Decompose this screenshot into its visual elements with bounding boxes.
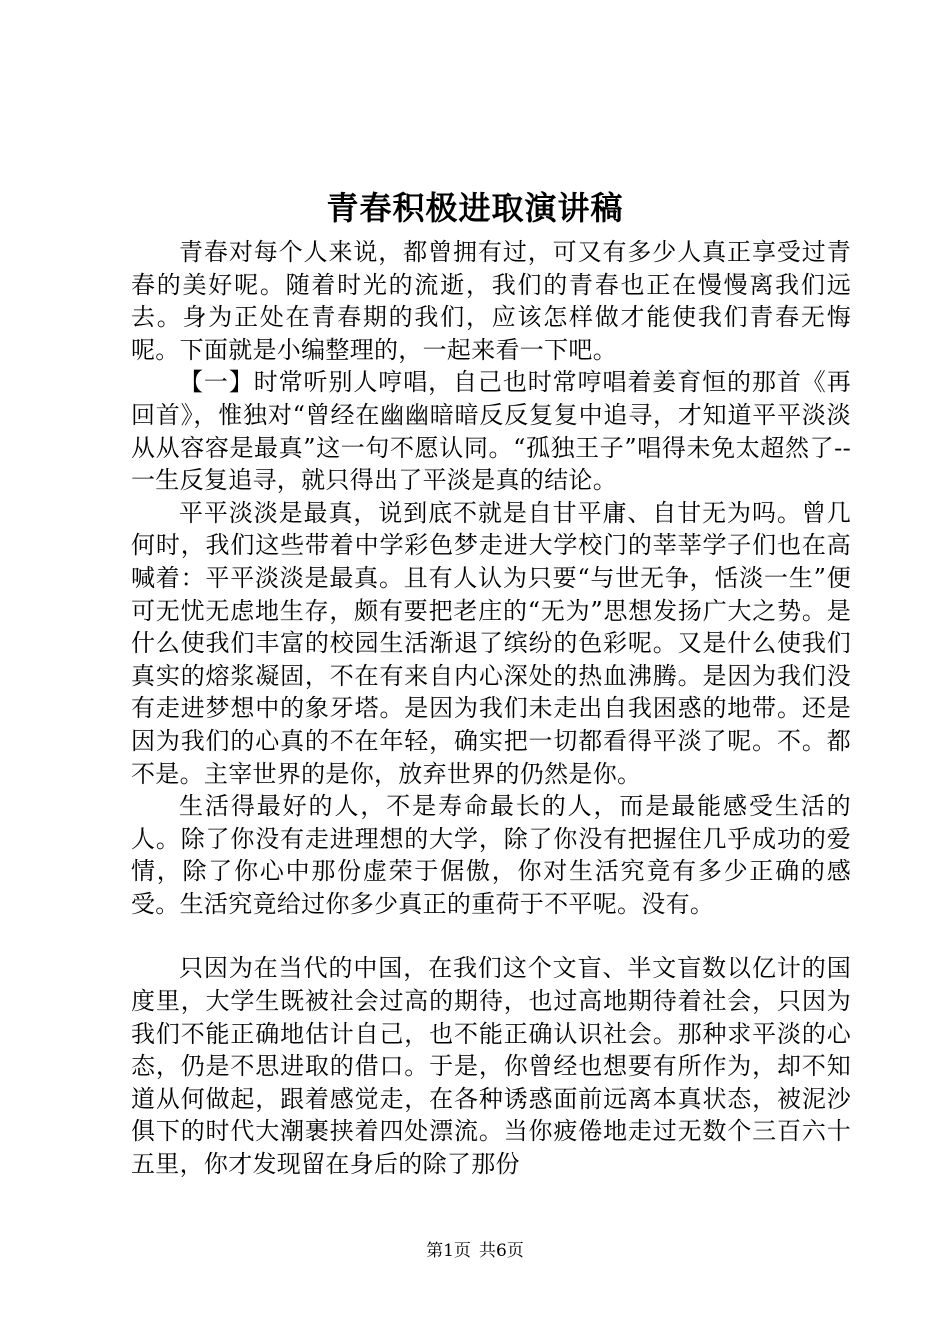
page-footer [0,1240,950,1262]
page-total: 共6页 [479,1241,524,1261]
paragraph-section-one: 【一】时常听别人哼唱，自己也时常哼唱着姜育恒的那首《再回首》，惟独对“曾经在幽幽暗暗反反复复中追寻，才知道平平淡淡从从容容是最真”这一句不愿认同。“孤独王子”唱得未免太超然了--一生反复追寻，就只得出了平淡是真的结论。 [131,368,851,495]
document-title: 青春积极进取演讲稿 [326,189,624,227]
paragraph-best-life: 生活得最好的人，不是寿命最长的人，而是最能感受生活的人。除了你没有走进理想的大学，除了你没有把握住几乎成功的爱情，除了你心中那份虚荣于倨傲，你对生活究竟有多少正确的感受。生活究竟给过你多少真正的重荷于不平呢。没有。 [131,792,851,918]
paragraph-intro: 青春对每个人来说，都曾拥有过，可又有多少人真正享受过青春的美好呢。随着时光的流逝，我们的青春也正在慢慢离我们远去。身为正处在青春期的我们，应该怎样做才能使我们青春无悔呢。下面就是小编整理的，一起来看一下吧。 [131,238,851,364]
page-number: 第1页 [426,1241,471,1261]
document-body [131,236,851,1181]
paragraph-plain-is-true: 平平淡淡是最真，说到底不就是自甘平庸、自甘无为吗。曾几何时，我们这些带着中学彩色梦走进大学校门的莘莘学子们也在高喊着：平平淡淡是最真。且有人认为只要“与世无争，恬淡一生”便可无忧无虑地生存，颇有要把老庄的“无为”思想发扬广大之势。是什么使我们丰富的校园生活渐退了缤纷的色彩呢。又是什么使我们真实的熔浆凝固，不在有来自内心深处的热血沸腾。是因为我们没有走进梦想中的象牙塔。是因为我们未走出自我困惑的地带。还是因为我们的心真的不在年轻，确实把一切都看得平淡了呢。不。都不是。主宰世界的是你，放弃世界的仍然是你。 [131,498,851,788]
paragraph-contemporary-china: 只因为在当代的中国，在我们这个文盲、半文盲数以亿计的国度里，大学生既被社会过高的期待，也过高地期待着社会，只因为我们不能正确地估计自己，也不能正确认识社会。那种求平淡的心态，仍是不思进取的借口。于是，你曾经也想要有所作为，却不知道从何做起，跟着感觉走，在各种诱惑面前远离本真状态，被泥沙俱下的时代大潮裹挟着四处漂流。当你疲倦地走过无数个三百六十五里，你才发现留在身后的除了那份 [131,954,851,1179]
